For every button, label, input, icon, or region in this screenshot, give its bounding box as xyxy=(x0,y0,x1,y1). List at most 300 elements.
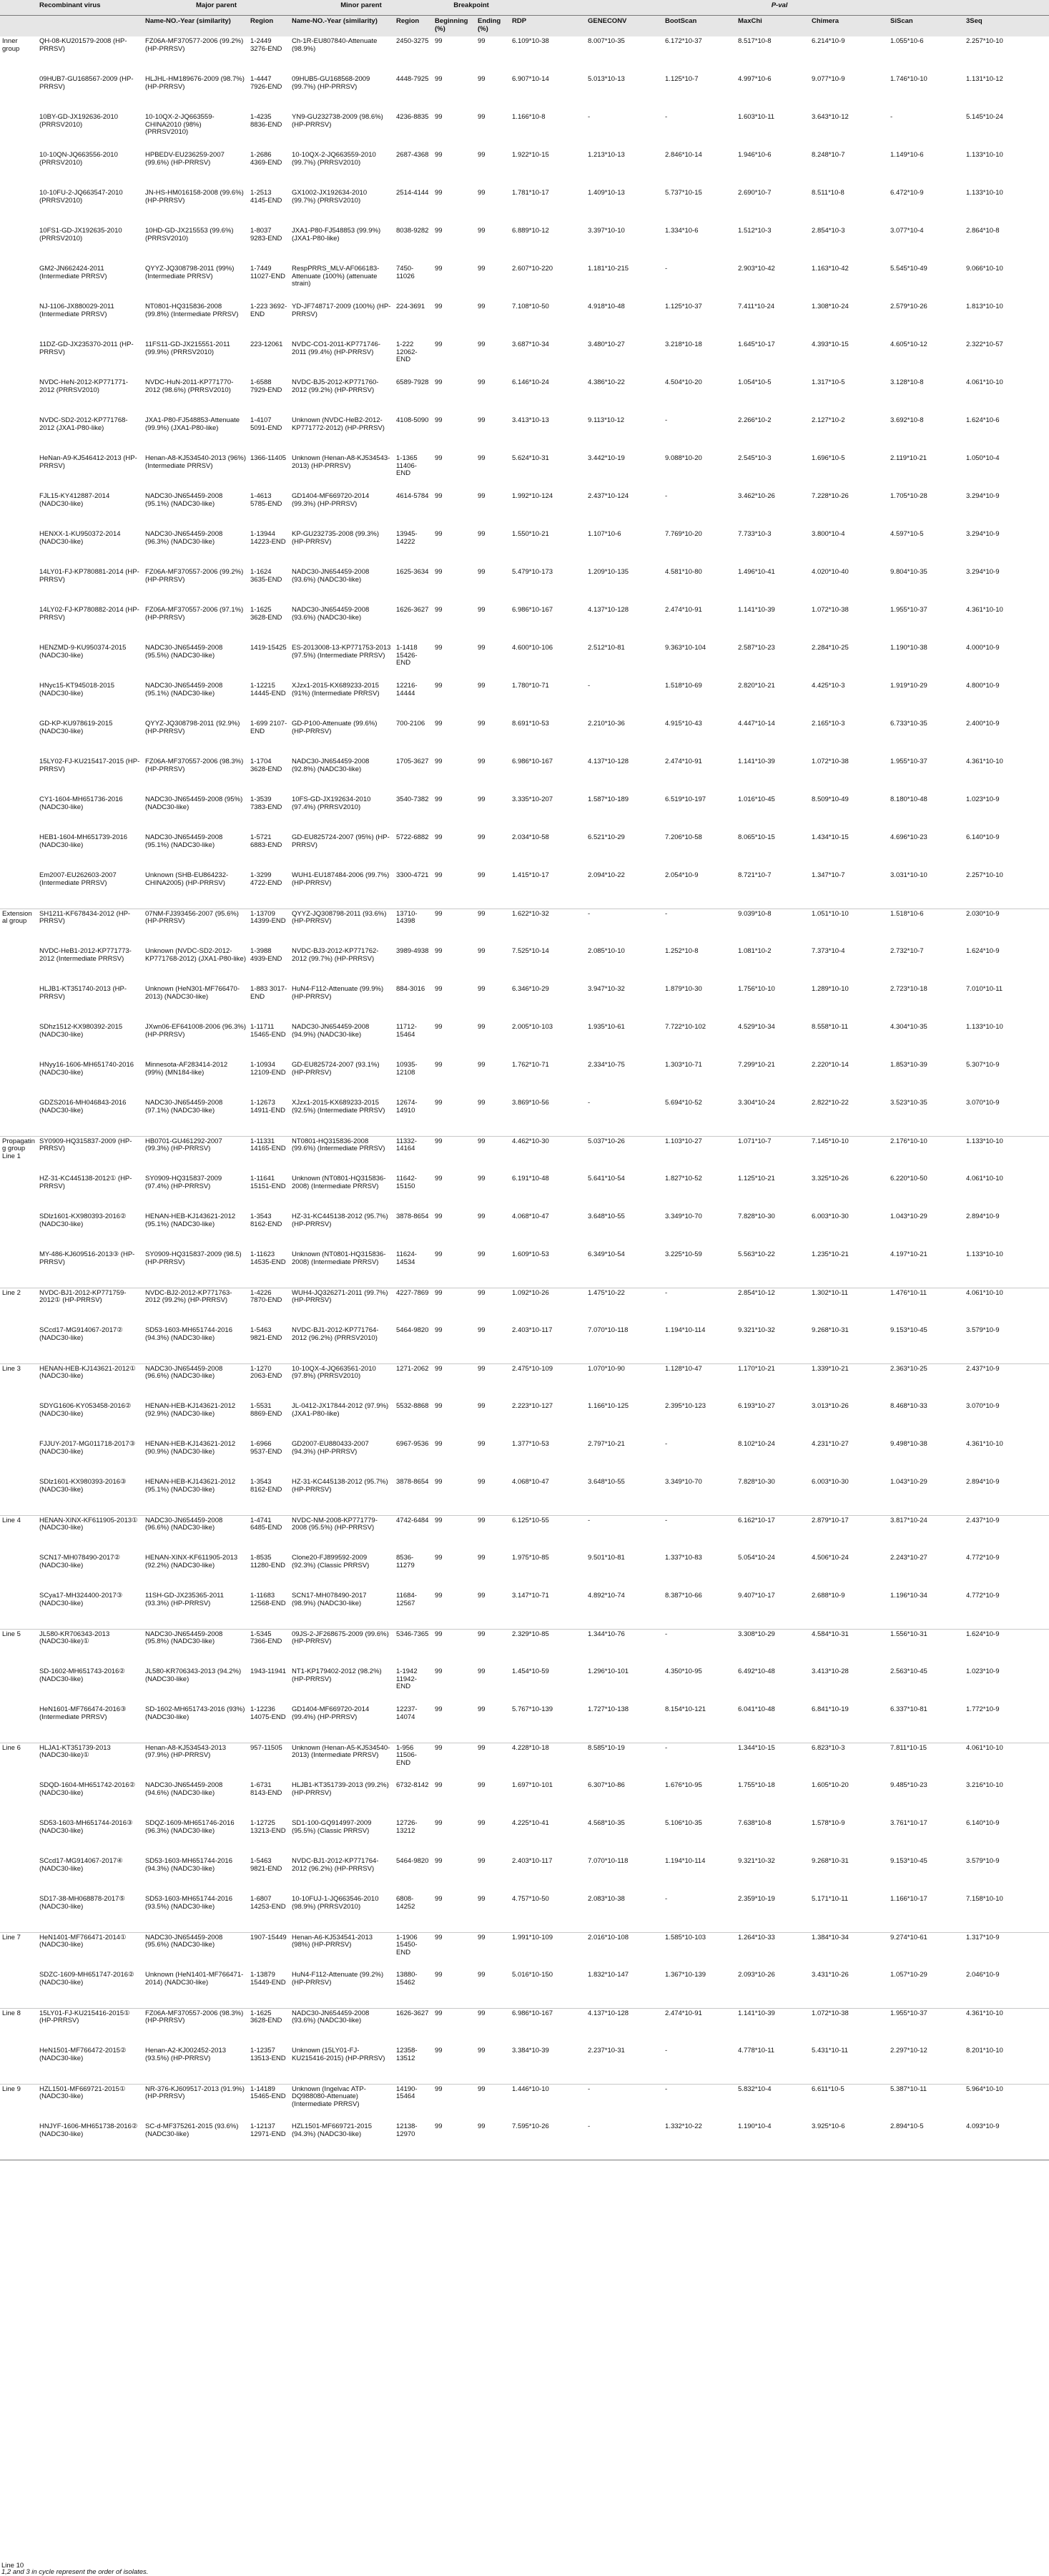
chimera-pval-cell: 1.605*10-20 xyxy=(812,1781,849,1789)
siscan-pval-cell: 9.274*10-61 xyxy=(888,1932,964,1970)
bootscan-pval-cell: 7.769*10-20 xyxy=(665,530,702,538)
geneconv-pval-cell: 1.475*10-22 xyxy=(586,1288,663,1326)
geneconv-pval-cell: 4.137*10-128 xyxy=(586,2008,663,2046)
bootscan-pval-cell: 1.194*10-114 xyxy=(665,1326,706,1334)
major-region-cell: 1-1270 2063-END xyxy=(248,1363,290,1401)
bootscan-pval-cell: - xyxy=(665,113,668,121)
maxchi-pval-cell: 1.141*10-39 xyxy=(738,606,775,614)
maxchi-pval-cell: 7.828*10-30 xyxy=(738,1478,775,1486)
minor-region-cell: 2514-4144 xyxy=(396,189,429,197)
chimera-pval-cell: 3.413*10-28 xyxy=(812,1667,849,1675)
3seq-pval-cell: 1.023*10-9 xyxy=(966,1667,1000,1675)
table-row xyxy=(0,1553,1049,1591)
breakpoint-beginning-cell: 99 xyxy=(435,568,443,576)
breakpoint-ending-cell: 99 xyxy=(476,1363,510,1401)
major-region-cell: 223-12061 xyxy=(250,341,283,348)
recombinant-virus-cell: CY1-1604-MH651736-2016 (NADC30-like) xyxy=(39,795,123,811)
header-recombinant: Recombinant virus xyxy=(37,0,143,16)
3seq-pval-cell: 1.023*10-9 xyxy=(966,795,1000,803)
geneconv-pval-cell: 4.892*10-74 xyxy=(588,1592,625,1600)
bootscan-pval-cell: 7.206*10-58 xyxy=(665,833,702,841)
major-region-cell: 1-12137 12971-END xyxy=(248,2122,290,2160)
maxchi-pval-cell: 2.359*10-19 xyxy=(738,1895,775,1903)
3seq-pval-cell: 2.322*10-57 xyxy=(966,341,1003,348)
major-region-cell: 1-5345 7366-END xyxy=(248,1629,290,1667)
bootscan-pval-cell: - xyxy=(665,1440,668,1448)
siscan-pval-cell: 1.746*10-10 xyxy=(890,75,927,83)
major-parent-cell: HENAN-HEB-KJ143621-2012 (95.1%) (NADC30-like) xyxy=(145,1478,236,1494)
siscan-pval-cell: 2.363*10-25 xyxy=(888,1363,964,1401)
breakpoint-ending-cell: 99 xyxy=(478,606,486,614)
chimera-pval-cell: 9.268*10-31 xyxy=(812,1857,849,1865)
breakpoint-beginning-cell: 99 xyxy=(435,1895,443,1903)
breakpoint-ending-cell: 99 xyxy=(478,2047,486,2055)
header-breakpoint: Breakpoint xyxy=(433,0,510,16)
minor-region-cell: 13945-14222 xyxy=(396,530,418,546)
minor-region-cell: 3300-4721 xyxy=(396,871,429,879)
minor-parent-cell: NT0801-HQ315836-2008 (99.6%) (Intermediate PRRSV) xyxy=(290,1136,394,1174)
table-row xyxy=(0,946,1049,984)
siscan-pval-cell: 9.153*10-45 xyxy=(890,1326,927,1334)
recombinant-virus-cell: HLJA1-KT351739-2013 (NADC30-like)① xyxy=(37,1743,143,1781)
major-parent-cell: JXwn06-EF641008-2006 (96.3%) (HP-PRRSV) xyxy=(145,1023,247,1039)
breakpoint-ending-cell: 99 xyxy=(478,1175,486,1182)
minor-region-cell: 4236-8835 xyxy=(396,113,429,121)
bootscan-pval-cell: 1.194*10-114 xyxy=(665,1857,706,1865)
breakpoint-beginning-cell: 99 xyxy=(435,2047,443,2055)
chimera-pval-cell: 3.013*10-26 xyxy=(812,1402,849,1410)
header-blank-2 xyxy=(0,16,37,37)
maxchi-pval-cell: 3.304*10-24 xyxy=(738,1099,775,1107)
minor-parent-cell: YD-JF748717-2009 (100%) (HP-PRRSV) xyxy=(292,303,391,318)
header-major-parent: Major parent xyxy=(143,0,290,16)
breakpoint-ending-cell: 99 xyxy=(478,1592,486,1600)
chimera-pval-cell: 7.228*10-26 xyxy=(812,492,849,500)
major-region-cell: 1366-11405 xyxy=(250,454,287,462)
minor-parent-cell: SCN17-MH078490-2017 (98.9%) (NADC30-like) xyxy=(292,1592,367,1607)
group-cell xyxy=(0,757,37,795)
table-row xyxy=(0,1326,1049,1363)
recombinant-virus-cell: SD53-1603-MH651744-2016③ (NADC30-like) xyxy=(39,1819,133,1835)
minor-region-cell: 1705-3627 xyxy=(396,758,429,765)
recombinant-virus-cell: QH-08-KU201579-2008 (HP-PRRSV) xyxy=(39,37,127,53)
maxchi-pval-cell: 6.193*10-27 xyxy=(738,1402,775,1410)
group-cell xyxy=(0,1477,37,1515)
bootscan-pval-cell: 1.332*10-22 xyxy=(663,2122,736,2160)
siscan-pval-cell: 2.297*10-12 xyxy=(890,2047,927,2055)
chimera-pval-cell: 6.003*10-30 xyxy=(812,1213,849,1220)
major-region-cell: 1-6731 8143-END xyxy=(250,1781,282,1797)
3seq-pval-cell: 1.050*10-4 xyxy=(966,454,1000,462)
minor-parent-cell: Henan-A6-KJ534541-2013 (98%) (HP-PRRSV) xyxy=(290,1932,394,1970)
siscan-pval-cell: 9.485*10-23 xyxy=(890,1781,927,1789)
breakpoint-ending-cell: 99 xyxy=(478,1250,486,1258)
breakpoint-beginning-cell: 99 xyxy=(435,454,443,462)
minor-parent-cell: HuN4-F112-Attenuate (99.2%) (HP-PRRSV) xyxy=(292,1971,384,1987)
breakpoint-ending-cell: 99 xyxy=(478,1023,486,1031)
breakpoint-ending-cell: 99 xyxy=(478,720,486,728)
breakpoint-ending-cell: 99 xyxy=(478,341,486,348)
breakpoint-beginning-cell: 99 xyxy=(435,720,443,728)
breakpoint-ending-cell: 99 xyxy=(478,454,486,462)
siscan-pval-cell: 1.149*10-6 xyxy=(890,151,924,159)
breakpoint-beginning-cell: 99 xyxy=(435,947,443,955)
rdp-pval-cell: 4.600*10-106 xyxy=(512,644,553,652)
group-cell: Line 7 xyxy=(0,1932,37,1970)
geneconv-pval-cell: 2.210*10-36 xyxy=(588,720,625,728)
rdp-pval-cell: 2.005*10-103 xyxy=(512,1023,553,1031)
minor-parent-cell: HZL1501-MF669721-2015 (94.3%) (NADC30-like) xyxy=(290,2122,394,2160)
chimera-pval-cell: 1.384*10-34 xyxy=(809,1932,888,1970)
recombinant-virus-cell: SD-1602-MH651743-2016② (NADC30-like) xyxy=(39,1667,125,1683)
geneconv-pval-cell: 4.918*10-48 xyxy=(588,303,625,310)
geneconv-pval-cell: 1.409*10-13 xyxy=(588,189,625,197)
table-row xyxy=(0,1477,1049,1515)
3seq-pval-cell: 4.361*10-10 xyxy=(966,1440,1003,1448)
group-cell xyxy=(0,2122,37,2160)
recombinant-virus-cell: SDhz1512-KX980392-2015 (NADC30-like) xyxy=(39,1023,123,1039)
3seq-pval-cell: 3.294*10-9 xyxy=(966,568,1000,576)
header-siscan: SiScan xyxy=(888,16,964,37)
major-parent-cell: NADC30-JN654459-2008 (95.1%) (NADC30-like) xyxy=(145,682,223,697)
minor-region-cell: 10935-12108 xyxy=(396,1061,418,1077)
maxchi-pval-cell: 5.832*10-4 xyxy=(736,2084,809,2122)
recombinant-virus-cell: SDlz1601-KX980393-2016② (NADC30-like) xyxy=(39,1213,127,1228)
rdp-pval-cell: 6.146*10-24 xyxy=(512,378,549,386)
recombinant-virus-cell: 10-10QN-JQ663556-2010 (PRRSV2010) xyxy=(39,151,118,167)
geneconv-pval-cell: 2.094*10-22 xyxy=(588,871,625,879)
maxchi-pval-cell: 9.321*10-32 xyxy=(738,1326,775,1334)
maxchi-pval-cell: 1.645*10-17 xyxy=(738,341,775,348)
breakpoint-beginning-cell: 99 xyxy=(435,1667,443,1675)
table-row xyxy=(0,416,1049,454)
chimera-pval-cell: 1.339*10-21 xyxy=(809,1363,888,1401)
recombinant-virus-cell: HENAN-XINX-KF611905-2013① (NADC30-like) xyxy=(37,1515,143,1553)
geneconv-pval-cell: 3.648*10-55 xyxy=(588,1213,625,1220)
siscan-pval-cell: 3.523*10-35 xyxy=(890,1099,927,1107)
rdp-pval-cell: 1.991*10-109 xyxy=(510,1932,586,1970)
minor-region-cell: 11684-12567 xyxy=(396,1592,417,1607)
maxchi-pval-cell: 2.587*10-23 xyxy=(738,644,775,652)
recombinant-virus-cell: MY-486-KJ609516-2013③ (HP-PRRSV) xyxy=(39,1250,135,1266)
bootscan-pval-cell: 5.106*10-35 xyxy=(665,1819,702,1827)
geneconv-pval-cell: 3.648*10-55 xyxy=(588,1478,625,1486)
geneconv-pval-cell: 2.237*10-31 xyxy=(588,2047,625,2055)
geneconv-pval-cell: 2.797*10-21 xyxy=(588,1440,625,1448)
minor-parent-cell: XJzx1-2015-KX689233-2015 (92.5%) (Intermediate PRRSV) xyxy=(292,1099,385,1115)
minor-parent-cell: NADC30-JN654459-2008 (93.6%) (NADC30-like) xyxy=(292,606,370,622)
table-row xyxy=(0,567,1049,605)
group-cell xyxy=(0,491,37,529)
table-row xyxy=(0,1515,1049,1553)
breakpoint-beginning-cell: 99 xyxy=(435,1857,443,1865)
major-parent-cell: NADC30-JN654459-2008 (96.3%) (NADC30-like) xyxy=(145,530,223,546)
breakpoint-beginning-cell: 99 xyxy=(435,1781,443,1789)
breakpoint-beginning-cell: 99 xyxy=(435,265,443,273)
minor-parent-cell: 09JS-2-JF268675-2009 (99.6%) (HP-PRRSV) xyxy=(290,1629,394,1667)
table-row xyxy=(0,74,1049,112)
breakpoint-beginning-cell: 99 xyxy=(435,378,443,386)
bootscan-pval-cell: 2.474*10-91 xyxy=(665,758,702,765)
maxchi-pval-cell: 1.016*10-45 xyxy=(738,795,775,803)
breakpoint-beginning-cell: 99 xyxy=(435,1250,443,1258)
3seq-pval-cell: 3.216*10-10 xyxy=(966,1781,1003,1789)
siscan-pval-cell: 6.220*10-50 xyxy=(890,1175,927,1182)
bootscan-pval-cell: - xyxy=(665,1895,668,1903)
recombinant-virus-cell: HeN1601-MF766474-2016③ (Intermediate PRRSV) xyxy=(39,1705,127,1721)
minor-region-cell: 884-3016 xyxy=(396,985,425,993)
bootscan-pval-cell: 4.504*10-20 xyxy=(665,378,702,386)
recombinant-virus-cell: HeNan-A9-KJ546412-2013 (HP-PRRSV) xyxy=(39,454,137,470)
bootscan-pval-cell: 4.915*10-43 xyxy=(665,720,702,728)
breakpoint-ending-cell: 99 xyxy=(476,1743,510,1781)
rdp-pval-cell: 5.016*10-150 xyxy=(512,1971,553,1979)
minor-region-cell: 2450-3275 xyxy=(396,37,429,45)
minor-region-cell: 6732-8142 xyxy=(396,1781,429,1789)
breakpoint-ending-cell: 99 xyxy=(478,1554,486,1562)
breakpoint-beginning-cell: 99 xyxy=(435,341,443,348)
siscan-pval-cell: 1.055*10-6 xyxy=(890,37,924,45)
rdp-pval-cell: 2.403*10-117 xyxy=(512,1326,553,1334)
minor-parent-cell: GD1404-MF669720-2014 (99.4%) (HP-PRRSV) xyxy=(292,1705,370,1721)
breakpoint-ending-cell: 99 xyxy=(478,189,486,197)
rdp-pval-cell: 8.691*10-53 xyxy=(512,720,549,728)
major-parent-cell: NADC30-JN654459-2008 (95.5%) (NADC30-like) xyxy=(145,644,223,660)
maxchi-pval-cell: 1.190*10-4 xyxy=(736,2122,809,2160)
recombinant-virus-cell: HeN1401-MF766471-2014① (NADC30-like) xyxy=(37,1932,143,1970)
minor-parent-cell: 09HUB5-GU168568-2009 (99.7%) (HP-PRRSV) xyxy=(292,75,370,91)
breakpoint-ending-cell: 99 xyxy=(478,1971,486,1979)
minor-region-cell: 12216-14444 xyxy=(396,682,418,697)
breakpoint-beginning-cell: 99 xyxy=(435,1326,443,1334)
3seq-pval-cell: 4.772*10-9 xyxy=(966,1554,1000,1562)
group-cell xyxy=(0,340,37,378)
siscan-pval-cell: 4.304*10-35 xyxy=(890,1023,927,1031)
group-cell: Extensional group xyxy=(0,909,37,946)
breakpoint-ending-cell: 99 xyxy=(478,1781,486,1789)
bootscan-pval-cell: 7.722*10-102 xyxy=(665,1023,706,1031)
table-row xyxy=(0,1250,1049,1288)
maxchi-pval-cell: 1.141*10-39 xyxy=(736,2008,809,2046)
minor-region-cell: 5346-7365 xyxy=(394,1629,433,1667)
header-blank xyxy=(0,0,37,16)
maxchi-pval-cell: 8.065*10-15 xyxy=(738,833,775,841)
group-cell: Inner group xyxy=(2,37,20,53)
table-header xyxy=(0,0,1049,36)
major-region-cell: 1-6966 9537-END xyxy=(250,1440,282,1456)
breakpoint-beginning-cell: 99 xyxy=(435,227,443,235)
rdp-pval-cell: 5.767*10-139 xyxy=(512,1705,553,1713)
bootscan-pval-cell: 8.154*10-121 xyxy=(665,1705,706,1713)
breakpoint-beginning-cell: 99 xyxy=(433,2122,476,2160)
chimera-pval-cell: 4.506*10-24 xyxy=(812,1554,849,1562)
minor-parent-cell: NVDC-BJ3-2012-KP771762-2012 (99.7%) (HP-PRRSV) xyxy=(292,947,379,963)
group-cell xyxy=(0,605,37,643)
table-row xyxy=(0,871,1049,909)
breakpoint-ending-cell: 99 xyxy=(478,1213,486,1220)
minor-region-cell: 4108-5090 xyxy=(396,416,429,424)
rdp-pval-cell: 7.108*10-50 xyxy=(512,303,549,310)
group-cell xyxy=(0,302,37,340)
breakpoint-beginning-cell: 99 xyxy=(435,37,443,45)
minor-parent-cell: Clone20-FJ899592-2009 (92.3%) (Classic PRRSV) xyxy=(292,1554,370,1569)
major-region-cell: 1-4226 7870-END xyxy=(248,1288,290,1326)
bootscan-pval-cell: 4.581*10-80 xyxy=(665,568,702,576)
recombinant-virus-cell: HNyy16-1606-MH651740-2016 (NADC30-like) xyxy=(39,1061,134,1077)
group-cell xyxy=(0,2046,37,2084)
major-parent-cell: NVDC-BJ2-2012-KP771763-2012 (99.2%) (HP-PRRSV) xyxy=(143,1288,248,1326)
rdp-pval-cell: 4.068*10-47 xyxy=(512,1213,549,1220)
maxchi-pval-cell: 6.492*10-48 xyxy=(738,1667,775,1675)
major-parent-cell: NADC30-JN654459-2008 (96.6%) (NADC30-like) xyxy=(143,1515,248,1553)
bootscan-pval-cell: 4.350*10-95 xyxy=(665,1667,702,1675)
rdp-pval-cell: 4.068*10-47 xyxy=(512,1478,549,1486)
chimera-pval-cell: 4.393*10-15 xyxy=(812,341,849,348)
rdp-pval-cell: 7.595*10-26 xyxy=(510,2122,586,2160)
siscan-pval-cell: 8.468*10-33 xyxy=(890,1402,927,1410)
minor-parent-cell: HZ-31-KC445138-2012 (95.7%) (HP-PRRSV) xyxy=(292,1478,388,1494)
3seq-pval-cell: 4.772*10-9 xyxy=(966,1592,1000,1600)
rdp-pval-cell: 6.986*10-167 xyxy=(512,758,553,765)
chimera-pval-cell: 1.302*10-11 xyxy=(809,1288,888,1326)
rdp-pval-cell: 3.687*10-34 xyxy=(512,341,549,348)
group-cell xyxy=(0,1705,37,1743)
table-row xyxy=(0,1705,1049,1743)
maxchi-pval-cell: 3.462*10-26 xyxy=(738,492,775,500)
3seq-pval-cell: 2.400*10-9 xyxy=(966,720,1000,728)
group-cell xyxy=(0,1818,37,1856)
breakpoint-beginning-cell: 99 xyxy=(435,1061,443,1069)
siscan-pval-cell: 1.196*10-34 xyxy=(890,1592,927,1600)
table-row xyxy=(0,1136,1049,1174)
major-region-cell: 1-223 3692-END xyxy=(250,303,287,318)
siscan-pval-cell: 5.545*10-49 xyxy=(890,265,927,273)
breakpoint-ending-cell: 99 xyxy=(478,378,486,386)
major-region-cell: 1-7449 11027-END xyxy=(250,265,285,280)
minor-region-cell: 8038-9282 xyxy=(396,227,429,235)
major-region-cell: 1-699 2107-END xyxy=(250,720,287,735)
geneconv-pval-cell: - xyxy=(588,1099,591,1107)
minor-region-cell: 11712-15464 xyxy=(396,1023,417,1039)
breakpoint-ending-cell: 99 xyxy=(478,1478,486,1486)
maxchi-pval-cell: 2.854*10-12 xyxy=(736,1288,809,1326)
siscan-pval-cell: 1.955*10-37 xyxy=(890,606,927,614)
major-region-cell: 1-1625 3628-END xyxy=(248,2008,290,2046)
siscan-pval-cell: 3.692*10-8 xyxy=(890,416,924,424)
breakpoint-beginning-cell: 99 xyxy=(435,758,443,765)
major-parent-cell: SD-1602-MH651743-2016 (93%) (NADC30-like) xyxy=(145,1705,245,1721)
minor-parent-cell: YN9-GU232738-2009 (98.6%) (HP-PRRSV) xyxy=(292,113,383,129)
major-region-cell: 1-3539 7383-END xyxy=(250,795,282,811)
major-parent-cell: FZ06A-MF370557-2006 (99.2%) (HP-PRRSV) xyxy=(145,568,244,584)
recombinant-virus-cell: NJ-1106-JX880029-2011 (Intermediate PRRSV) xyxy=(39,303,114,318)
recombinant-virus-cell: GDZS2016-MH046843-2016 (NADC30-like) xyxy=(39,1099,127,1115)
major-region-cell: 1-12236 14075-END xyxy=(250,1705,286,1721)
maxchi-pval-cell: 1.496*10-41 xyxy=(738,568,775,576)
breakpoint-beginning-cell: 99 xyxy=(435,416,443,424)
siscan-pval-cell: 6.337*10-81 xyxy=(890,1705,927,1713)
geneconv-pval-cell: 2.016*10-108 xyxy=(586,1932,663,1970)
minor-region-cell: 13880-15462 xyxy=(396,1971,418,1987)
bootscan-pval-cell: 1.125*10-7 xyxy=(665,75,699,83)
breakpoint-beginning-cell: 99 xyxy=(435,530,443,538)
group-cell xyxy=(0,1401,37,1439)
minor-parent-cell: Unknown (Ingelvac ATP-DQ988080-Attenuate) (Intermediate PRRSV) xyxy=(290,2084,394,2122)
recombinant-virus-cell: 11DZ-GD-JX235370-2011 (HP-PRRSV) xyxy=(39,341,134,356)
minor-parent-cell: NVDC-NM-2008-KP771779-2008 (95.5%) (HP-PRRSV) xyxy=(290,1515,394,1553)
chimera-pval-cell: 2.879*10-17 xyxy=(809,1515,888,1553)
header-geneconv: GENECONV xyxy=(586,16,663,37)
table-row xyxy=(0,757,1049,795)
chimera-pval-cell: 1.308*10-24 xyxy=(812,303,849,310)
siscan-pval-cell: 6.472*10-9 xyxy=(890,189,924,197)
breakpoint-ending-cell: 99 xyxy=(478,1819,486,1827)
group-cell xyxy=(0,1439,37,1477)
group-cell xyxy=(0,643,37,681)
major-parent-cell: JN-HS-HM016158-2008 (99.6%) (HP-PRRSV) xyxy=(145,189,244,205)
bootscan-pval-cell: 3.218*10-18 xyxy=(665,341,702,348)
geneconv-pval-cell: 1.587*10-189 xyxy=(588,795,629,803)
major-region-cell: 1419-15425 xyxy=(250,644,287,652)
geneconv-pval-cell: - xyxy=(586,1515,663,1553)
minor-region-cell: 12237-14074 xyxy=(396,1705,418,1721)
siscan-pval-cell: 1.043*10-29 xyxy=(890,1478,927,1486)
breakpoint-ending-cell: 99 xyxy=(478,37,486,45)
bootscan-pval-cell: 3.225*10-59 xyxy=(665,1250,702,1258)
minor-region-cell: 1-956 11506-END xyxy=(394,1743,433,1781)
minor-parent-cell: Ch-1R-EU807840-Attenuate (98.9%) xyxy=(292,37,378,53)
major-parent-cell: SDQZ-1609-MH651746-2016 (96.3%) (NADC30-like) xyxy=(145,1819,235,1835)
table-row xyxy=(0,1667,1049,1705)
table-row xyxy=(0,1363,1049,1401)
bootscan-pval-cell: 1.367*10-139 xyxy=(665,1971,706,1979)
geneconv-pval-cell: 1.935*10-61 xyxy=(588,1023,625,1031)
minor-region-cell: 5464-9820 xyxy=(396,1857,429,1865)
rdp-pval-cell: 5.624*10-31 xyxy=(512,454,549,462)
chimera-pval-cell: 1.317*10-5 xyxy=(812,378,845,386)
geneconv-pval-cell: 3.397*10-10 xyxy=(588,227,625,235)
maxchi-pval-cell: 8.517*10-8 xyxy=(738,37,772,45)
header-minor-parent: Minor parent xyxy=(290,0,433,16)
recombinant-virus-cell: FJJUY-2017-MG011718-2017③ (NADC30-like) xyxy=(39,1440,136,1456)
breakpoint-beginning-cell: 99 xyxy=(435,833,443,841)
rdp-pval-cell: 1.780*10-71 xyxy=(512,682,549,690)
breakpoint-ending-cell: 99 xyxy=(478,1857,486,1865)
group-cell xyxy=(0,719,37,757)
group-cell xyxy=(0,529,37,567)
major-parent-cell: FZ06A-MF370557-2006 (98.3%) (HP-PRRSV) xyxy=(145,758,244,773)
maxchi-pval-cell: 4.529*10-34 xyxy=(738,1023,775,1031)
minor-region-cell: 6808-14252 xyxy=(396,1895,415,1911)
breakpoint-ending-cell: 99 xyxy=(478,568,486,576)
siscan-pval-cell: 1.955*10-37 xyxy=(888,2008,964,2046)
bootscan-pval-cell: 1.128*10-47 xyxy=(663,1363,736,1401)
minor-parent-cell: GD1404-MF669720-2014 (99.3%) (HP-PRRSV) xyxy=(292,492,370,508)
geneconv-pval-cell: 9.113*10-12 xyxy=(588,416,625,424)
siscan-pval-cell: 1.556*10-31 xyxy=(888,1629,964,1667)
chimera-pval-cell: 1.072*10-38 xyxy=(812,758,849,765)
major-parent-cell: HENAN-XINX-KF611905-2013 (92.2%) (NADC30-like) xyxy=(145,1554,238,1569)
group-cell: Line 2 xyxy=(0,1288,37,1326)
3seq-pval-cell: 1.133*10-10 xyxy=(964,1136,1049,1174)
maxchi-pval-cell: 1.081*10-2 xyxy=(738,947,772,955)
maxchi-pval-cell: 1.756*10-10 xyxy=(738,985,775,993)
maxchi-pval-cell: 3.308*10-29 xyxy=(736,1629,809,1667)
bootscan-pval-cell: 9.088*10-20 xyxy=(665,454,702,462)
recombinant-virus-cell: GD-KP-KU978619-2015 (NADC30-like) xyxy=(39,720,113,735)
major-parent-cell: NADC30-JN654459-2008 (95.8%) (NADC30-like) xyxy=(143,1629,248,1667)
3seq-pval-cell: 8.201*10-10 xyxy=(966,2047,1003,2055)
